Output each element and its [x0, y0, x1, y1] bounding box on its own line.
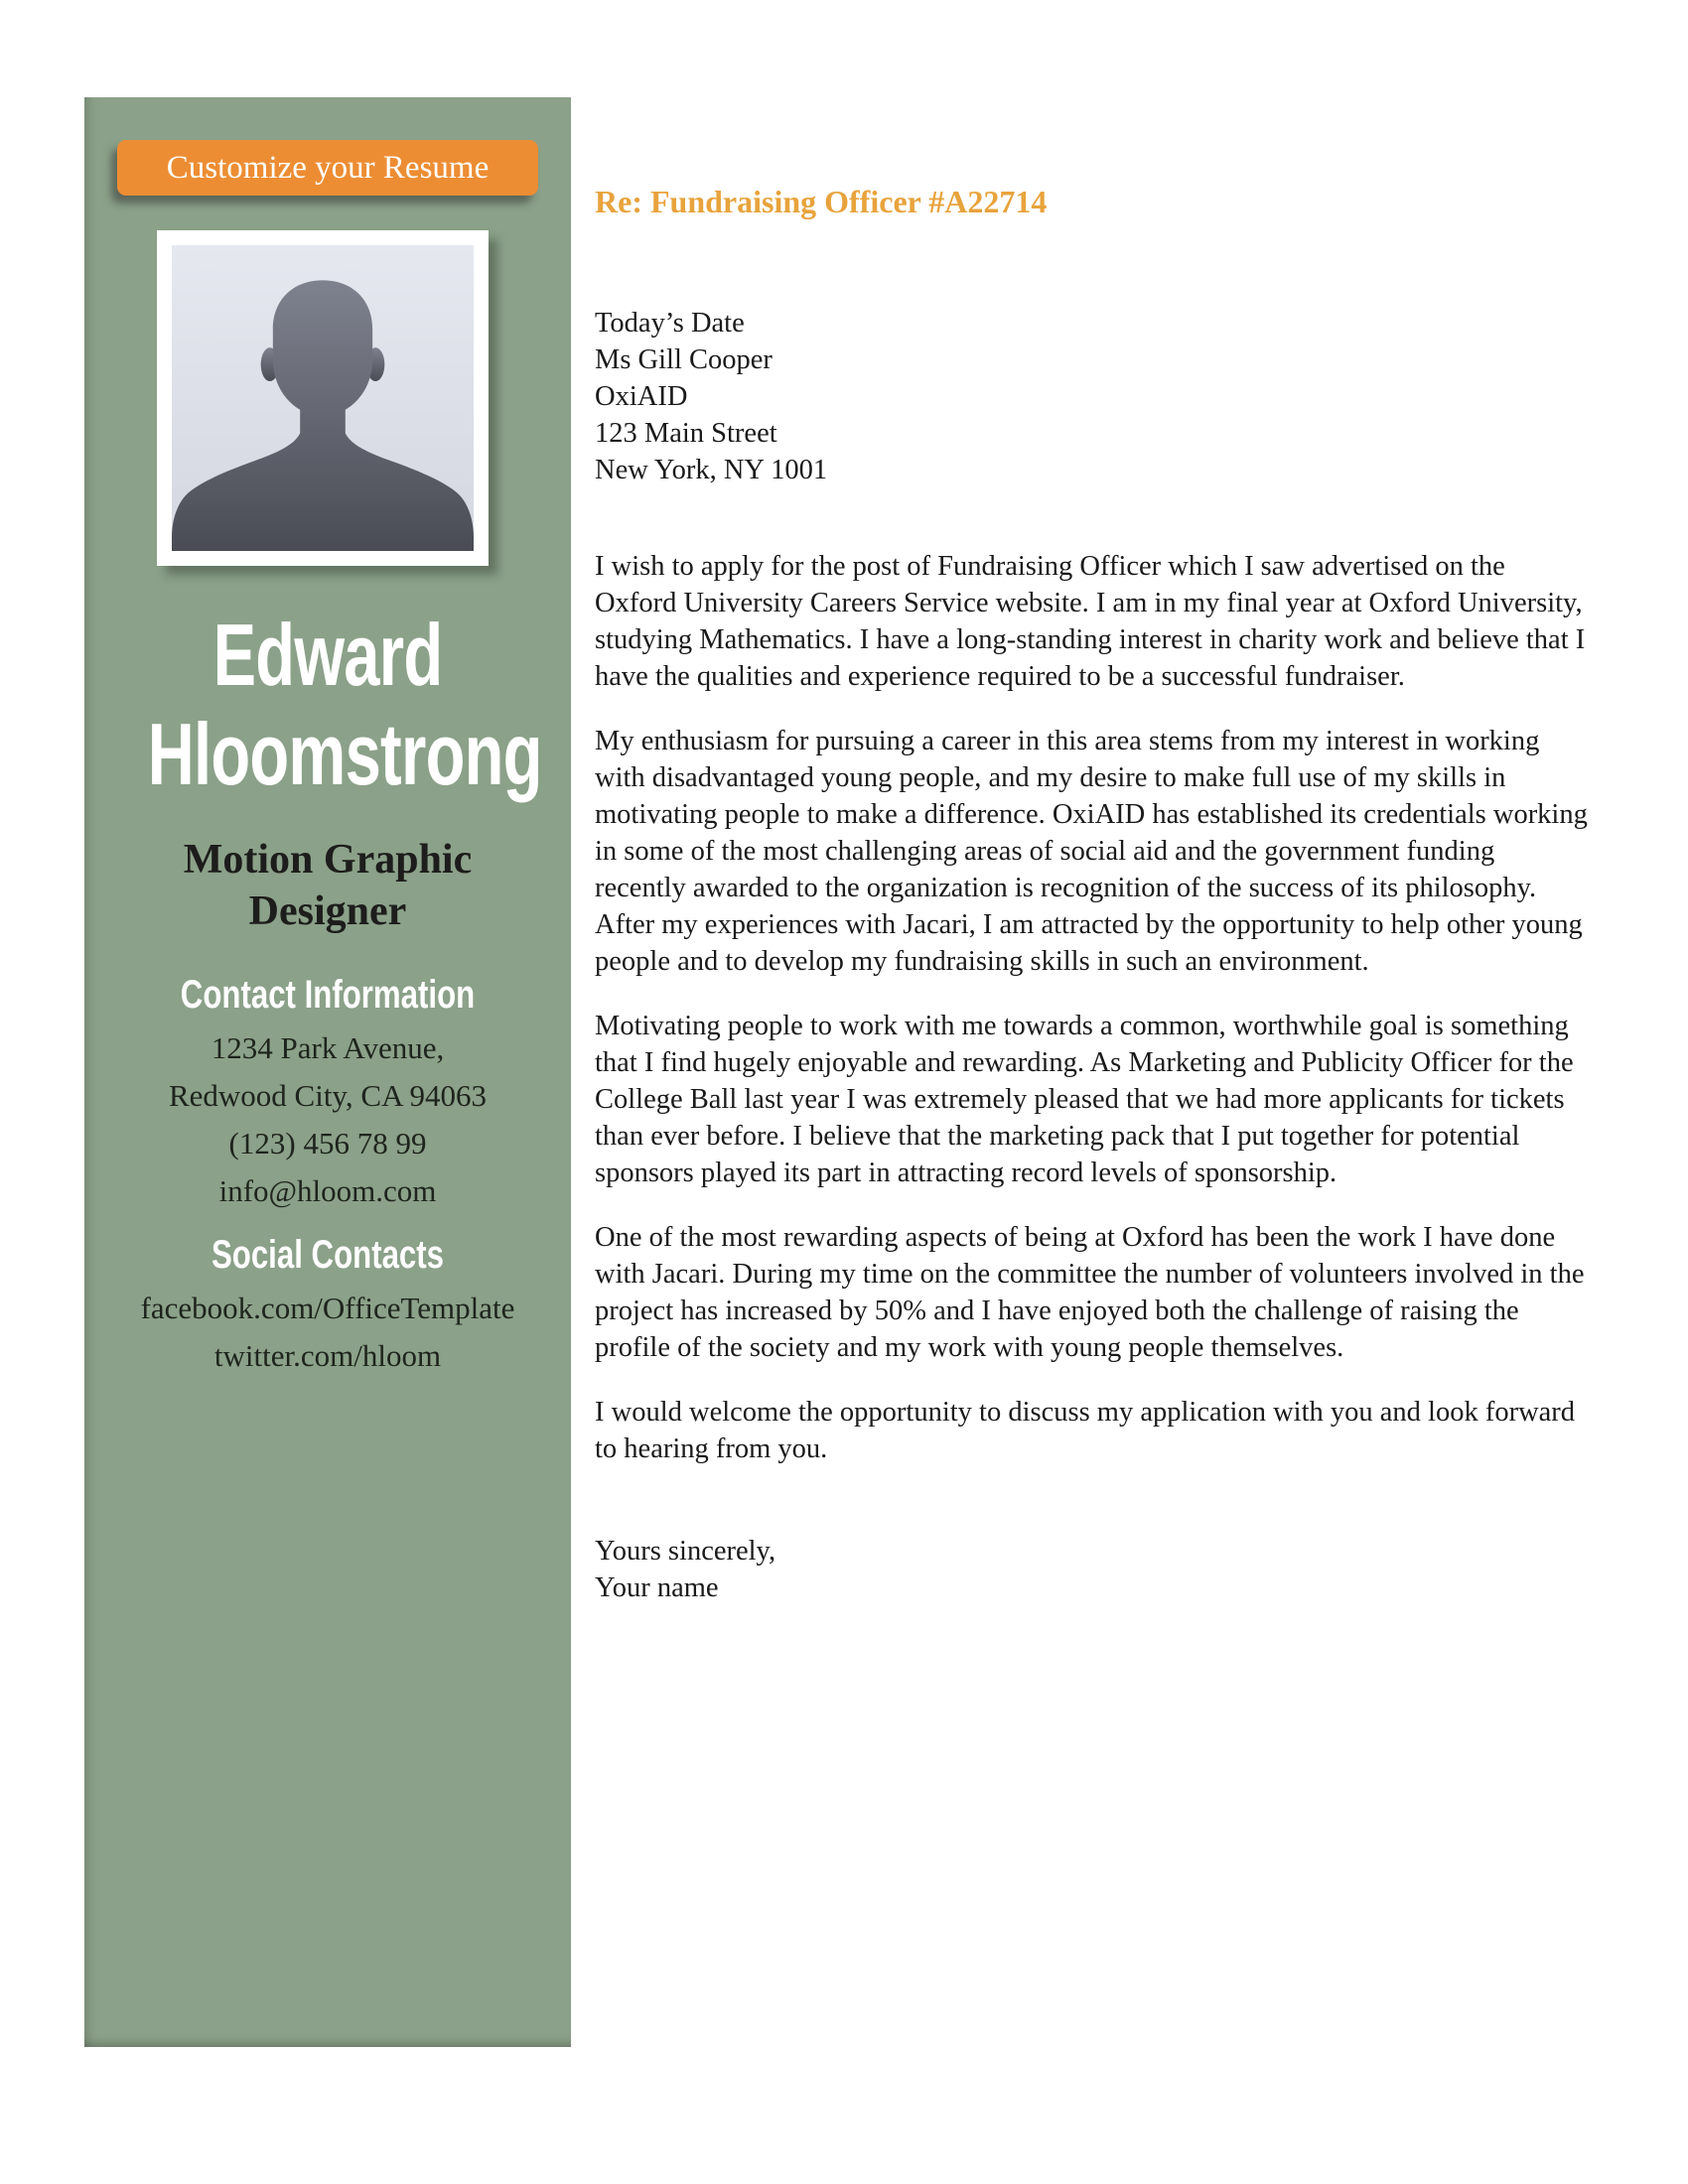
person-silhouette-icon: [172, 245, 474, 551]
letter-paragraph: My enthusiasm for pursuing a career in this area stems from my interest in working with disadvantaged young people, and my desire to make full use of my skills in motivating people to make a difference. OxiAID has established its credentials working in some of the most challenging areas of social aid and the government funding recently awarded to the organization is recognition of the success of its philosophy. After my experiences with Jacari, I am attracted by the opportunity to help other young people and to develop my fundraising skills in such an environment.: [595, 726, 1588, 977]
letter-subject-line: Re: Fundraising Officer #A22714: [595, 184, 1048, 219]
profile-photo-background: [172, 245, 474, 551]
letter-closing: [595, 1533, 1588, 1606]
letter-paragraph: Motivating people to work with me towards a common, worthwhile goal is something that I find hugely enjoyable and rewarding. As Marketing and Publicity Officer for the College Ball last year I was extremely pleased that we had more applicants for tickets than ever before. I believe that the marketing pack that I put together for potential sponsors played its part in attracting record levels of sponsorship.: [595, 1011, 1574, 1188]
recipient-line: Today’s Date: [595, 308, 745, 339]
social-contacts-lines: [84, 1285, 571, 1380]
contact-information-lines: [84, 1024, 571, 1215]
social-contacts-heading: Social Contacts: [211, 1233, 445, 1277]
contact-address-line2: Redwood City, CA 94063: [168, 1078, 488, 1113]
letter-paragraph: I would welcome the opportunity to discuss my application with you and look forward to hearing from you.: [595, 1397, 1576, 1464]
recipient-line: Ms Gill Cooper: [595, 344, 773, 375]
recipient-block: [595, 305, 1588, 488]
profile-photo[interactable]: [157, 230, 489, 566]
sidebar: [84, 97, 571, 2047]
letter-body: [595, 548, 1588, 1467]
social-contacts-section: [84, 1231, 571, 1380]
profile-name: [84, 606, 571, 804]
letter-paragraph: One of the most rewarding aspects of being at Oxford has been the work I have done with Jacari. During my time on the committee the number of volunteers involved in the project has increased by 50% and I have enjoyed both the challenge of raising the profile of the society and my work with young people themselves.: [595, 1222, 1585, 1363]
profile-name-first: Edward: [212, 606, 443, 704]
contact-information-heading: Contact Information: [180, 973, 476, 1017]
contact-address-line1: 1234 Park Avenue,: [211, 1030, 445, 1065]
job-title: Motion Graphic Designer: [183, 837, 473, 934]
contact-information-section: [84, 971, 571, 1215]
recipient-line: 123 Main Street: [595, 418, 777, 449]
closing-line: Your name: [595, 1572, 719, 1603]
cover-letter: [595, 182, 1588, 1606]
closing-line: Yours sincerely,: [595, 1536, 776, 1567]
social-facebook: facebook.com/OfficeTemplate: [140, 1291, 515, 1325]
profile-name-last: Hloomstrong: [147, 705, 542, 803]
recipient-line: New York, NY 1001: [595, 455, 828, 485]
contact-phone: (123) 456 78 99: [228, 1126, 427, 1160]
recipient-line: OxiAID: [595, 381, 688, 412]
contact-email: info@hloom.com: [218, 1173, 437, 1208]
customize-resume-button[interactable]: Customize your Resume: [117, 140, 538, 196]
social-twitter: twitter.com/hloom: [213, 1338, 442, 1373]
letter-paragraph: I wish to apply for the post of Fundraising Officer which I saw advertised on the Oxford University Careers Service website. I am in my final year at Oxford University, studying Mathematics. I have a long-standing interest in charity work and believe that I have the qualities and experience required to be a successful fundraiser.: [595, 551, 1586, 692]
